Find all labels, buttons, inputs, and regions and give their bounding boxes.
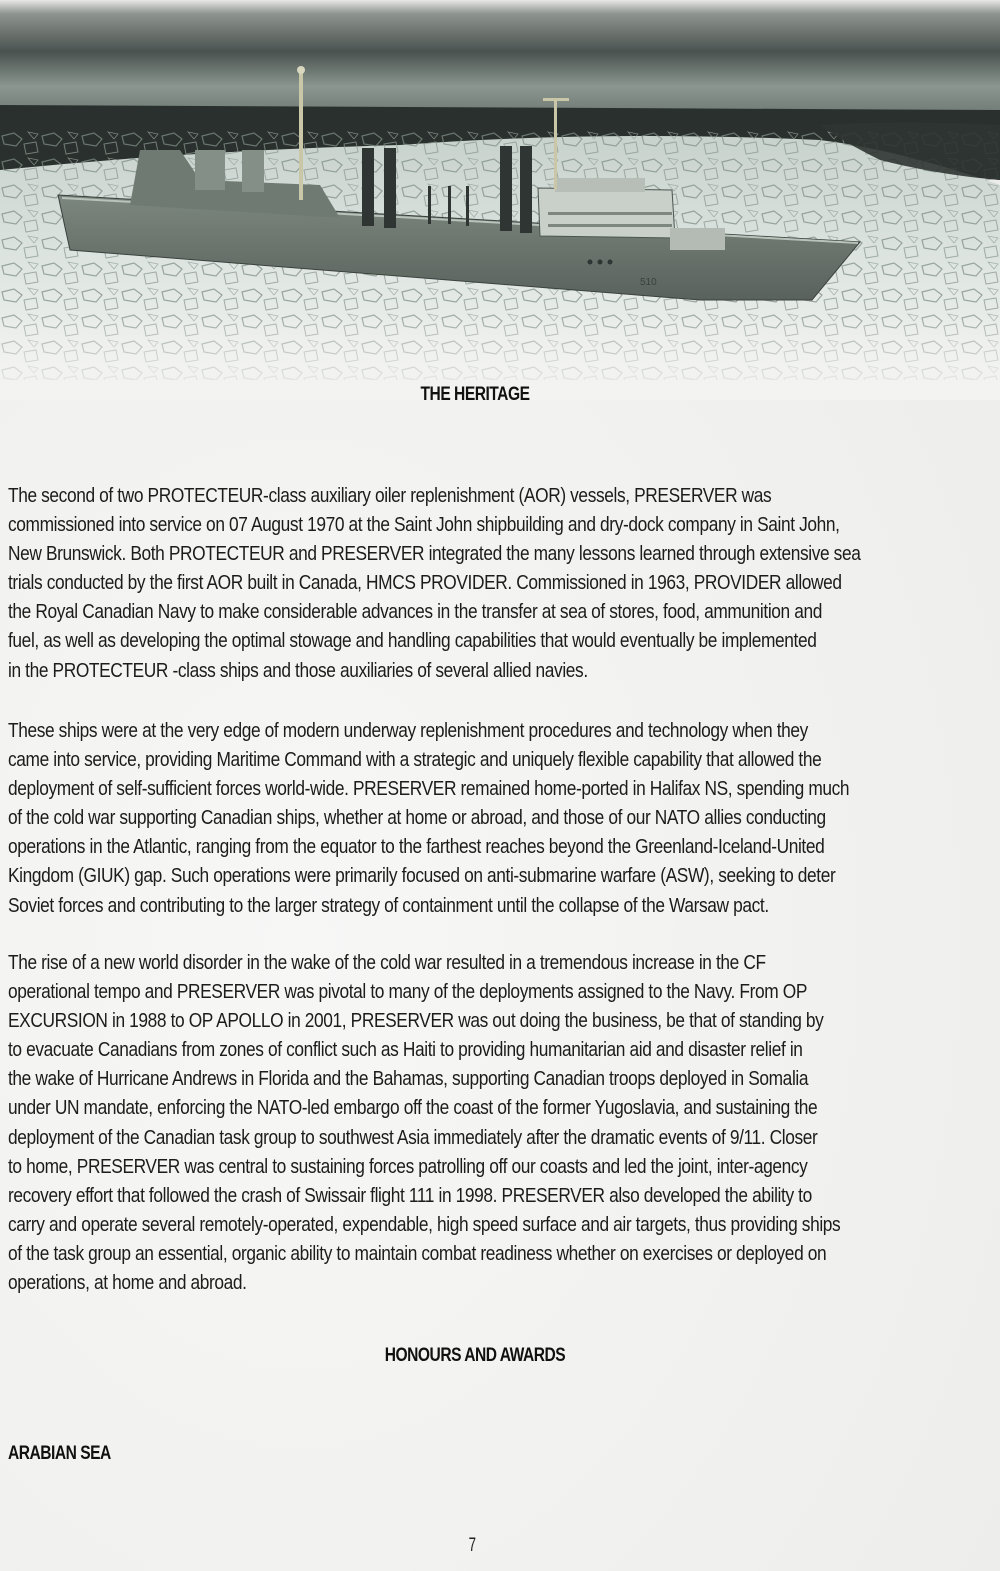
- ship-in-ice-photo: [0, 0, 1000, 400]
- text-line: These ships were at the very edge of modern underway replenishment procedures and technology when they: [8, 719, 808, 742]
- page-number: 7: [468, 1535, 476, 1556]
- heritage-paragraph-1: [8, 481, 963, 685]
- text-line: came into service, providing Maritime Command with a strategic and uniquely flexible capability that allowed the: [8, 748, 822, 772]
- text-line: fuel, as well as developing the optimal stowage and handling capabilities that would eventually be implemented: [8, 629, 817, 653]
- text-line: EXCURSION in 1988 to OP APOLLO in 2001, PRESERVER was out doing the business, be that of standing by: [8, 1009, 824, 1033]
- text-line: New Brunswick. Both PROTECTEUR and PRESERVER integrated the many lessons learned through extensive sea: [8, 542, 861, 566]
- text-line: operations, at home and abroad.: [8, 1271, 247, 1295]
- text-line: in the PROTECTEUR -class ships and those auxiliaries of several allied navies.: [8, 658, 588, 682]
- text-line: operations in the Atlantic, ranging from the equator to the farthest reaches beyond the Greenland-Iceland-United: [8, 835, 825, 859]
- text-line: operational tempo and PRESERVER was pivotal to many of the deployments assigned to the Navy. From OP: [8, 980, 808, 1004]
- text-line: of the cold war supporting Canadian ships, whether at home or abroad, and those of our NATO allies conducting: [8, 806, 826, 830]
- text-line: to home, PRESERVER was central to sustaining forces patrolling off our coasts and led the joint, inter-agency: [8, 1154, 808, 1178]
- heritage-paragraph-3: [8, 948, 963, 1297]
- svg-text:510: 510: [640, 277, 657, 288]
- text-line: carry and operate several remotely-operated, expendable, high speed surface and air targets, thus providing ships: [8, 1212, 841, 1236]
- text-line: deployment of self-sufficient forces world-wide. PRESERVER remained home-ported in Halifax NS, spending much: [8, 777, 850, 801]
- text-line: recovery effort that followed the crash of Swissair flight 111 in 1998. PRESERVER also developed the ability to: [8, 1183, 812, 1207]
- honours-heading: HONOURS AND AWARDS: [384, 1345, 566, 1366]
- honour-item-arabian-sea: ARABIAN SEA: [8, 1443, 111, 1464]
- text-line: The rise of a new world disorder in the wake of the cold war resulted in a tremendous increase in the CF: [8, 951, 766, 974]
- text-line: Soviet forces and contributing to the larger strategy of containment until the collapse of the Warsaw pact.: [8, 893, 769, 917]
- text-line: commissioned into service on 07 August 1970 at the Saint John shipbuilding and dry-dock company in Saint John,: [8, 513, 840, 537]
- text-line: Kingdom (GIUK) gap. Such operations were primarily focused on anti-submarine warfare (ASW), seeking to deter: [8, 864, 836, 888]
- text-line: the Royal Canadian Navy to make considerable advances in the transfer at sea of stores, food, ammunition and: [8, 600, 822, 624]
- text-line: of the task group an essential, organic ability to maintain combat readiness whether on exercises or deployed on: [8, 1241, 827, 1265]
- text-line: deployment of the Canadian task group to southwest Asia immediately after the dramatic events of 9/11. Closer: [8, 1125, 818, 1149]
- text-line: the wake of Hurricane Andrews in Florida and the Bahamas, supporting Canadian troops deployed in Somalia: [8, 1067, 809, 1091]
- heritage-paragraph-2: [8, 716, 963, 920]
- text-line: under UN mandate, enforcing the NATO-led embargo off the coast of the former Yugoslavia, and sustaining the: [8, 1096, 818, 1120]
- text-line: trials conducted by the first AOR built in Canada, HMCS PROVIDER. Commissioned in 1963, PROVIDER allowed: [8, 571, 842, 595]
- text-line: to evacuate Canadians from zones of conflict such as Haiti to providing humanitarian aid and disaster relief in: [8, 1038, 803, 1062]
- text-line: The second of two PROTECTEUR-class auxiliary oiler replenishment (AOR) vessels, PRESERVER was: [8, 484, 772, 507]
- heritage-heading: THE HERITAGE: [420, 384, 530, 405]
